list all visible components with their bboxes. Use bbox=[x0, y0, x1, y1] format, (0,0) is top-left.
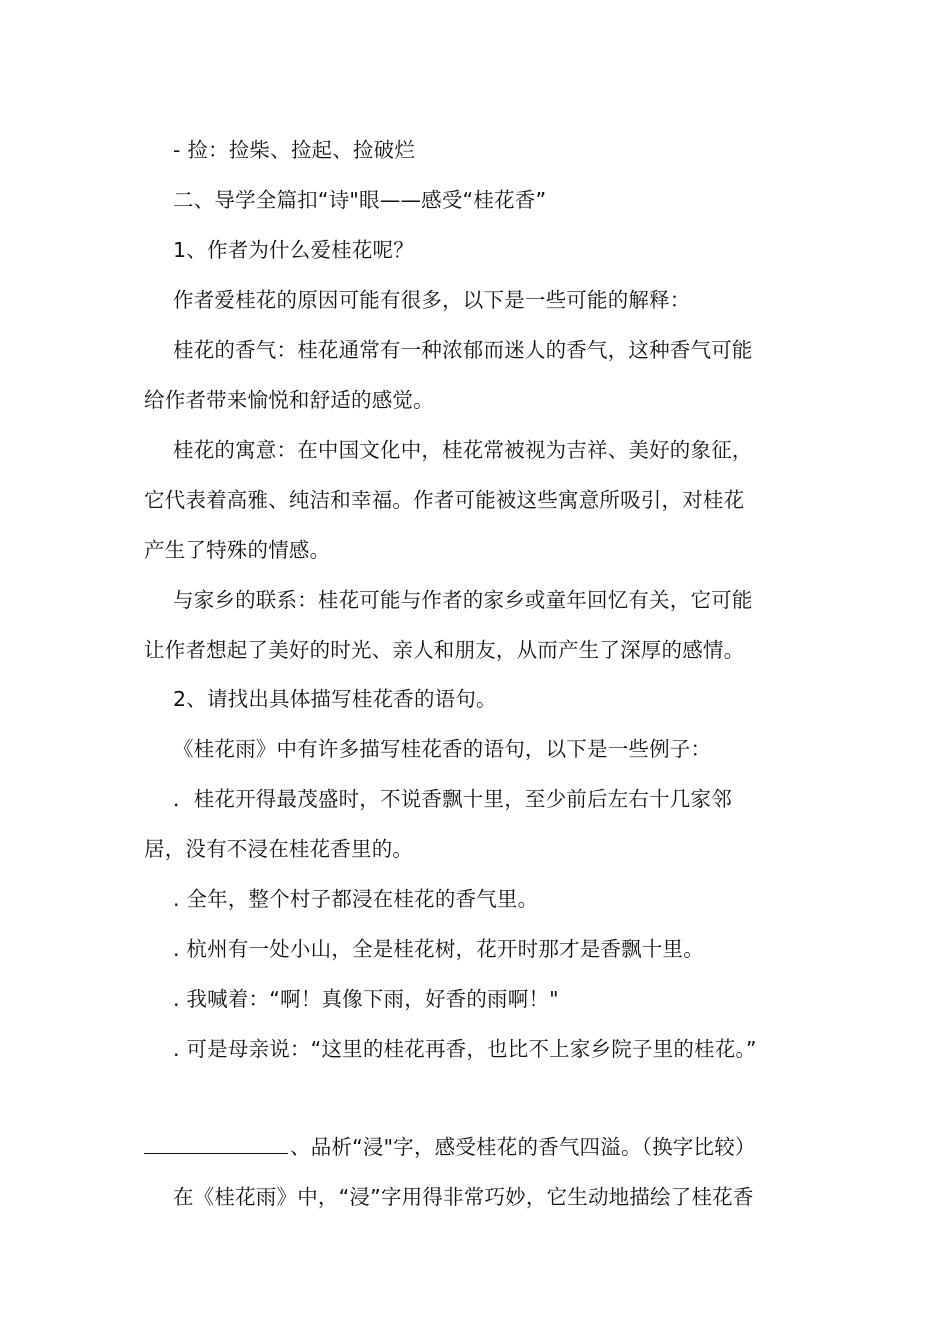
list-item: . 杭州有一处小山，全是桂花树，花开时那才是香飘十里。 bbox=[173, 937, 704, 961]
paragraph-line: 给作者带来愉悦和舒适的感觉。 bbox=[144, 388, 434, 412]
paragraph-line: 《桂花雨》中有许多描写桂花香的语句，以下是一些例子： bbox=[173, 737, 712, 761]
list-item: . 可是母亲说：“这里的桂花再香，也比不上家乡院子里的桂花。” bbox=[173, 1037, 757, 1061]
question-heading: 1、作者为什么爱桂花呢？ bbox=[173, 238, 414, 262]
paragraph-line: 在《桂花雨》中，“浸”字用得非常巧妙，它生动地描绘了桂花香 bbox=[173, 1185, 754, 1209]
question-heading-with-blank bbox=[144, 1132, 814, 1162]
paragraph-line: 它代表着高雅、纯洁和幸福。作者可能被这些寓意所吸引，对桂花 bbox=[144, 488, 745, 512]
list-item: . 我喊着：“啊！真像下雨，好香的雨啊！" bbox=[173, 987, 559, 1011]
list-item: . 全年，整个村子都浸在桂花的香气里。 bbox=[173, 887, 539, 911]
list-item: ．桂花开得最茂盛时，不说香飘十里，至少前后左右十几家邻 bbox=[173, 787, 732, 811]
paragraph-line: 桂花的寓意：在中国文化中，桂花常被视为吉祥、美好的象征， bbox=[173, 438, 753, 462]
fill-in-blank bbox=[144, 1133, 288, 1154]
paragraph-line: 让作者想起了美好的时光、亲人和朋友，从而产生了深厚的感情。 bbox=[144, 638, 745, 662]
section-heading: 二、导学全篇扣“诗"眼——感受“桂花香” bbox=[173, 188, 547, 212]
question-heading: 2、请找出具体描写桂花香的语句。 bbox=[173, 687, 497, 711]
paragraph-line: 桂花的香气：桂花通常有一种浓郁而迷人的香气，这种香气可能 bbox=[173, 338, 753, 362]
paragraph-line: 产生了特殊的情感。 bbox=[144, 538, 331, 562]
question-text: 、品析“浸"字，感受桂花的香气四溢。（换字比较） bbox=[290, 1135, 756, 1159]
paragraph-line: 作者爱桂花的原因可能有很多，以下是一些可能的解释： bbox=[173, 288, 691, 312]
list-item-continuation: 居，没有不浸在桂花香里的。 bbox=[144, 837, 414, 861]
paragraph-line: 与家乡的联系：桂花可能与作者的家乡或童年回忆有关，它可能 bbox=[173, 588, 753, 612]
text-line: - 捡：捡柴、捡起、捡破烂 bbox=[173, 138, 416, 162]
